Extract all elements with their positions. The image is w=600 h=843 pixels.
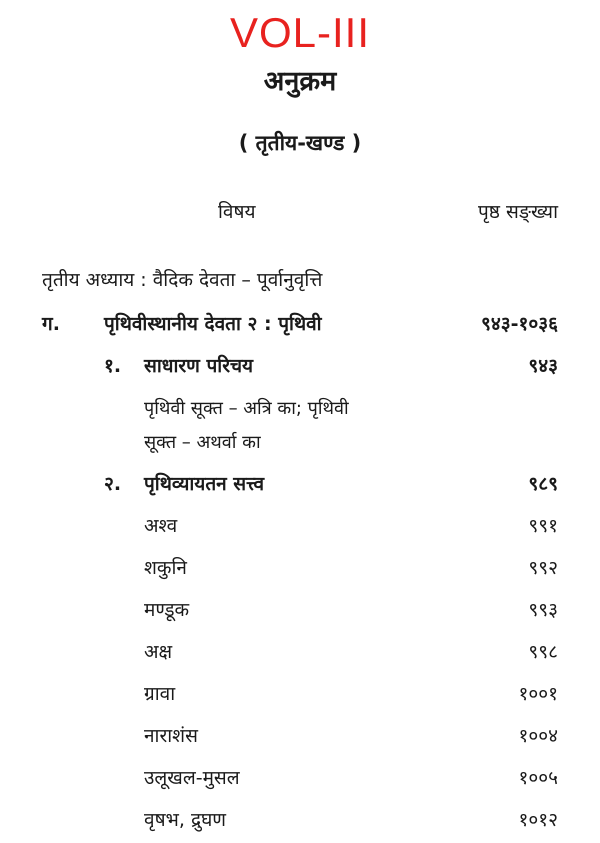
entry-page: ९९८ bbox=[528, 641, 558, 663]
subsection-title: पृथिव्यायतन सत्त्व bbox=[144, 473, 265, 495]
part-title: पृथिवीस्थानीय देवता २ : पृथिवी bbox=[104, 313, 322, 335]
entry-page: ९९३ bbox=[528, 599, 558, 621]
entry-page: १००५ bbox=[518, 767, 558, 789]
volume-label: VOL-III bbox=[229, 9, 371, 56]
subsection-description bbox=[144, 392, 349, 460]
entry-page: १००४ bbox=[518, 725, 558, 747]
entry-page: १०१२ bbox=[518, 809, 558, 831]
column-header-page: पृष्ठ सङ्ख्या bbox=[477, 201, 558, 223]
column-header-subject: विषय bbox=[218, 201, 256, 223]
subsection-page: ९८९ bbox=[528, 473, 558, 495]
entry-label: उलूखल-मुसल bbox=[144, 767, 240, 789]
subsection-number: २. bbox=[104, 473, 122, 495]
section-title: ( तृतीय-खण्ड ) bbox=[238, 131, 362, 155]
subsection-page: ९४३ bbox=[528, 355, 558, 377]
entry-label: वृषभ, द्रुघण bbox=[144, 809, 227, 831]
description-line: सूक्त – अथर्वा का bbox=[144, 432, 261, 453]
page-title: अनुक्रम bbox=[263, 66, 337, 97]
entry-page: १००१ bbox=[518, 683, 558, 705]
chapter-title: तृतीय अध्याय : वैदिक देवता – पूर्वानुवृत्ति bbox=[42, 269, 323, 291]
entry-page: ९९२ bbox=[528, 557, 558, 579]
entry-label: मण्डूक bbox=[144, 599, 190, 621]
entry-label: ग्रावा bbox=[144, 683, 176, 705]
part-pages: ९४३-१०३६ bbox=[480, 313, 558, 335]
subsection-number: १. bbox=[104, 355, 122, 377]
entry-label: अश्व bbox=[144, 515, 178, 537]
entry-label: अक्ष bbox=[144, 641, 173, 663]
part-marker: ग. bbox=[42, 313, 60, 335]
entry-label: शकुनि bbox=[144, 557, 187, 579]
description-line: पृथिवी सूक्त – अत्रि का; पृथिवी bbox=[144, 398, 349, 419]
subsection-title: साधारण परिचय bbox=[144, 355, 254, 377]
entry-page: ९९१ bbox=[528, 515, 558, 537]
entry-label: नाराशंस bbox=[144, 725, 198, 747]
